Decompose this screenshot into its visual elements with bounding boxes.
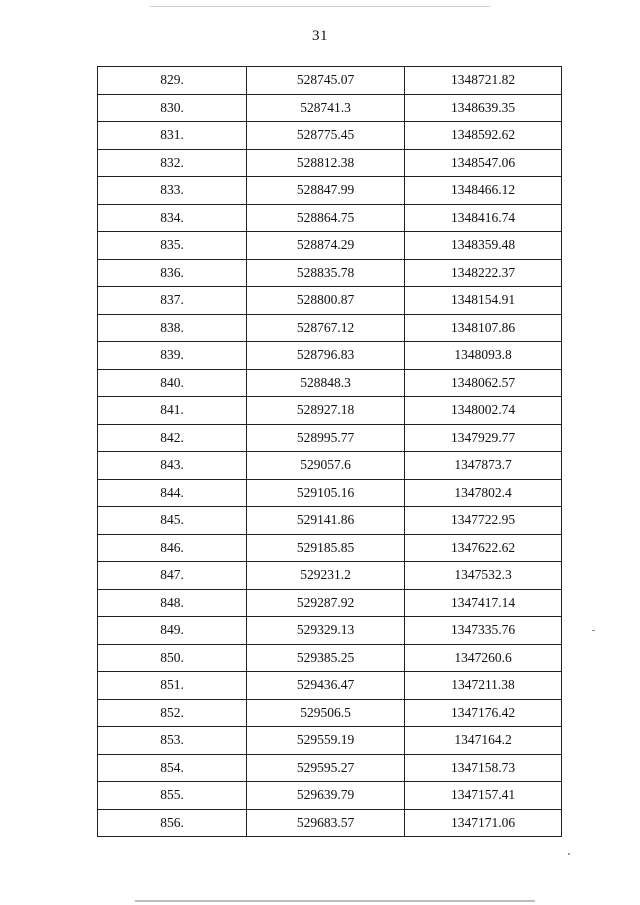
point-number-cell: 837.: [98, 287, 247, 315]
table-row: [98, 617, 562, 645]
y-coordinate-cell: 1348639.35: [405, 94, 562, 122]
point-number-cell: 849.: [98, 617, 247, 645]
x-coordinate-cell: 529683.57: [247, 809, 405, 837]
x-coordinate-cell: 529329.13: [247, 617, 405, 645]
point-number-cell: 846.: [98, 534, 247, 562]
point-number-cell: 838.: [98, 314, 247, 342]
coordinates-table-body: [98, 67, 562, 837]
y-coordinate-cell: 1348359.48: [405, 232, 562, 260]
x-coordinate-cell: 529595.27: [247, 754, 405, 782]
point-number-cell: 831.: [98, 122, 247, 150]
x-coordinate-cell: 528927.18: [247, 397, 405, 425]
scan-speck: [568, 853, 570, 855]
x-coordinate-cell: 528741.3: [247, 94, 405, 122]
x-coordinate-cell: 529385.25: [247, 644, 405, 672]
table-row: [98, 727, 562, 755]
y-coordinate-cell: 1347157.41: [405, 782, 562, 810]
point-number-cell: 854.: [98, 754, 247, 782]
point-number-cell: 852.: [98, 699, 247, 727]
x-coordinate-cell: 528848.3: [247, 369, 405, 397]
y-coordinate-cell: 1347929.77: [405, 424, 562, 452]
x-coordinate-cell: 529105.16: [247, 479, 405, 507]
x-coordinate-cell: 529559.19: [247, 727, 405, 755]
y-coordinate-cell: 1348466.12: [405, 177, 562, 205]
y-coordinate-cell: 1348107.86: [405, 314, 562, 342]
table-row: [98, 314, 562, 342]
x-coordinate-cell: 529185.85: [247, 534, 405, 562]
x-coordinate-cell: 528796.83: [247, 342, 405, 370]
x-coordinate-cell: 529141.86: [247, 507, 405, 535]
x-coordinate-cell: 529436.47: [247, 672, 405, 700]
y-coordinate-cell: 1347532.3: [405, 562, 562, 590]
y-coordinate-cell: 1347211.38: [405, 672, 562, 700]
y-coordinate-cell: 1347417.14: [405, 589, 562, 617]
table-row: [98, 204, 562, 232]
x-coordinate-cell: 529287.92: [247, 589, 405, 617]
point-number-cell: 843.: [98, 452, 247, 480]
table-row: [98, 259, 562, 287]
point-number-cell: 834.: [98, 204, 247, 232]
table-row: [98, 589, 562, 617]
table-row: [98, 672, 562, 700]
y-coordinate-cell: 1347164.2: [405, 727, 562, 755]
table-row: [98, 782, 562, 810]
table-row: [98, 369, 562, 397]
table-row: [98, 397, 562, 425]
point-number-cell: 853.: [98, 727, 247, 755]
x-coordinate-cell: 528874.29: [247, 232, 405, 260]
x-coordinate-cell: 529231.2: [247, 562, 405, 590]
point-number-cell: 832.: [98, 149, 247, 177]
point-number-cell: 847.: [98, 562, 247, 590]
point-number-cell: 842.: [98, 424, 247, 452]
point-number-cell: 855.: [98, 782, 247, 810]
point-number-cell: 851.: [98, 672, 247, 700]
point-number-cell: 836.: [98, 259, 247, 287]
y-coordinate-cell: 1348547.06: [405, 149, 562, 177]
table-row: [98, 699, 562, 727]
point-number-cell: 840.: [98, 369, 247, 397]
point-number-cell: 839.: [98, 342, 247, 370]
point-number-cell: 844.: [98, 479, 247, 507]
x-coordinate-cell: 529057.6: [247, 452, 405, 480]
table-row: [98, 287, 562, 315]
y-coordinate-cell: 1348093.8: [405, 342, 562, 370]
point-number-cell: 835.: [98, 232, 247, 260]
x-coordinate-cell: 528995.77: [247, 424, 405, 452]
y-coordinate-cell: 1347335.76: [405, 617, 562, 645]
y-coordinate-cell: 1348416.74: [405, 204, 562, 232]
table-row: [98, 479, 562, 507]
table-row: [98, 644, 562, 672]
y-coordinate-cell: 1347260.6: [405, 644, 562, 672]
y-coordinate-cell: 1347722.95: [405, 507, 562, 535]
point-number-cell: 841.: [98, 397, 247, 425]
y-coordinate-cell: 1347158.73: [405, 754, 562, 782]
x-coordinate-cell: 528847.99: [247, 177, 405, 205]
table-row: [98, 94, 562, 122]
table-row: [98, 534, 562, 562]
scan-speck: [592, 630, 595, 631]
coordinates-table: [97, 66, 562, 837]
x-coordinate-cell: 528745.07: [247, 67, 405, 95]
point-number-cell: 856.: [98, 809, 247, 837]
x-coordinate-cell: 528800.87: [247, 287, 405, 315]
scan-edge-line-top: [150, 6, 490, 7]
x-coordinate-cell: 528775.45: [247, 122, 405, 150]
y-coordinate-cell: 1347873.7: [405, 452, 562, 480]
table-row: [98, 424, 562, 452]
table-row: [98, 122, 562, 150]
table-row: [98, 809, 562, 837]
y-coordinate-cell: 1347171.06: [405, 809, 562, 837]
scan-edge-line-bottom: [135, 900, 535, 902]
y-coordinate-cell: 1348154.91: [405, 287, 562, 315]
table-row: [98, 149, 562, 177]
y-coordinate-cell: 1348002.74: [405, 397, 562, 425]
x-coordinate-cell: 528864.75: [247, 204, 405, 232]
table-row: [98, 177, 562, 205]
y-coordinate-cell: 1347176.42: [405, 699, 562, 727]
y-coordinate-cell: 1348222.37: [405, 259, 562, 287]
y-coordinate-cell: 1347802.4: [405, 479, 562, 507]
table-row: [98, 562, 562, 590]
point-number-cell: 845.: [98, 507, 247, 535]
table-row: [98, 67, 562, 95]
x-coordinate-cell: 528835.78: [247, 259, 405, 287]
point-number-cell: 848.: [98, 589, 247, 617]
y-coordinate-cell: 1348592.62: [405, 122, 562, 150]
point-number-cell: 830.: [98, 94, 247, 122]
y-coordinate-cell: 1347622.62: [405, 534, 562, 562]
y-coordinate-cell: 1348062.57: [405, 369, 562, 397]
y-coordinate-cell: 1348721.82: [405, 67, 562, 95]
table-row: [98, 507, 562, 535]
table-row: [98, 232, 562, 260]
point-number-cell: 829.: [98, 67, 247, 95]
table-row: [98, 452, 562, 480]
x-coordinate-cell: 529639.79: [247, 782, 405, 810]
x-coordinate-cell: 528767.12: [247, 314, 405, 342]
page-number: 31: [312, 28, 328, 44]
x-coordinate-cell: 529506.5: [247, 699, 405, 727]
point-number-cell: 850.: [98, 644, 247, 672]
table-row: [98, 754, 562, 782]
x-coordinate-cell: 528812.38: [247, 149, 405, 177]
point-number-cell: 833.: [98, 177, 247, 205]
table-row: [98, 342, 562, 370]
